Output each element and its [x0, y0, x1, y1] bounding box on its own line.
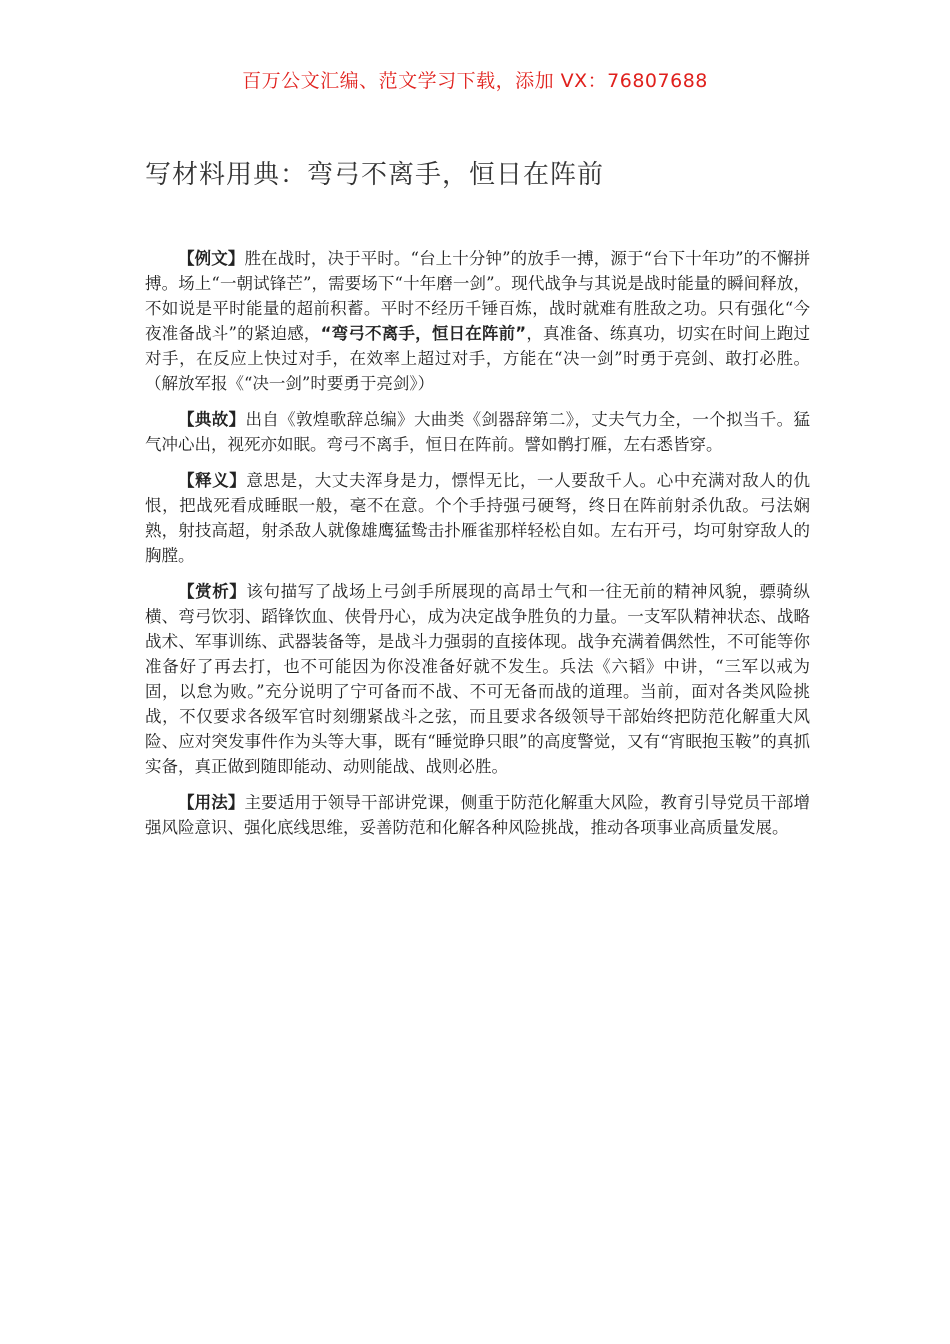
- allusion-tag: 【典故】: [178, 410, 246, 429]
- meaning-text: 意思是，大丈夫浑身是力，慓悍无比，一人要敌千人。心中充满对敌人的仇恨，把战死看成睡眠一般，毫不在意。个个手持强弓硬弩，终日在阵前射杀仇敌。弓法娴熟，射技高超，射杀敌人就像雄鹰猛鸷击扑雁雀那样轻松自如。左右开弓，均可射穿敌人的胸膛。: [145, 471, 811, 565]
- analysis-paragraph: [145, 579, 810, 779]
- usage-tag: 【用法】: [178, 793, 245, 812]
- analysis-text: 该句描写了战场上弓剑手所展现的高昂士气和一往无前的精神风貌，骠骑纵横、弯弓饮羽、蹈锋饮血、侠骨丹心，成为决定战争胜负的力量。一支军队精神状态、战略战术、军事训练、武器装备等，是战斗力强弱的直接体现。战争充满着偶然性，不可能等你准备好了再去打，也不可能因为你没准备好就不发生。兵法《六韬》中讲，“三军以戒为固，以怠为败。”充分说明了宁可备而不战、不可无备而战的道理。当前，面对各类风险挑战，不仅要求各级军官时刻绷紧战斗之弦，而且要求各级领导干部始终把防范化解重大风险、应对突发事件作为头等大事，既有“睡觉睁只眼”的高度警觉，又有“宵眠抱玉鞍”的真抓实备，真正做到随即能动、动则能战、战则必胜。: [145, 582, 811, 776]
- example-text-before: 胜在战时，决于平时。“台上十分钟”的放手一搏，源于“台下十年功”的不懈拼搏。场上“一朝试锋芒”，需要场下“十年磨一剑”。现代战争与其说是战时能量的瞬间释放，不如说是平时能量的超前积蓄。平时不经历千锤百炼，战时就难有胜敌之功。只有强化“今夜准备战斗”的紧迫感，: [145, 249, 810, 343]
- article-body: [145, 246, 810, 851]
- usage-paragraph: [145, 790, 810, 840]
- example-paragraph: [145, 246, 810, 396]
- meaning-tag: 【释义】: [178, 471, 247, 490]
- example-text-after: ，真准备、练真功，切实在时间上跑过对手，在反应上快过对手，在效率上超过对手，方能在“决一剑”时勇于亮剑、敢打必胜。（解放军报《“决一剑”时要勇于亮剑》）: [145, 324, 810, 393]
- example-bold-quote: “弯弓不离手，恒日在阵前”: [320, 324, 527, 343]
- allusion-text: 出自《敦煌歌辞总编》大曲类《剑器辞第二》，丈夫气力全，一个拟当千。猛气冲心出，视死亦如眠。弯弓不离手，恒日在阵前。譬如鹘打雁，左右悉皆穿。: [145, 410, 811, 454]
- page-title: 写材料用典：弯弓不离手，恒日在阵前: [145, 160, 605, 190]
- usage-text: 主要适用于领导干部讲党课，侧重于防范化解重大风险，教育引导党员干部增强风险意识、强化底线思维，妥善防范和化解各种风险挑战，推动各项事业高质量发展。: [145, 793, 811, 837]
- analysis-tag: 【赏析】: [178, 582, 247, 601]
- header-banner: 百万公文汇编、范文学习下载，添加 VX：76807688: [242, 70, 708, 92]
- example-tag: 【例文】: [178, 249, 245, 268]
- meaning-paragraph: [145, 468, 810, 568]
- allusion-paragraph: [145, 407, 810, 457]
